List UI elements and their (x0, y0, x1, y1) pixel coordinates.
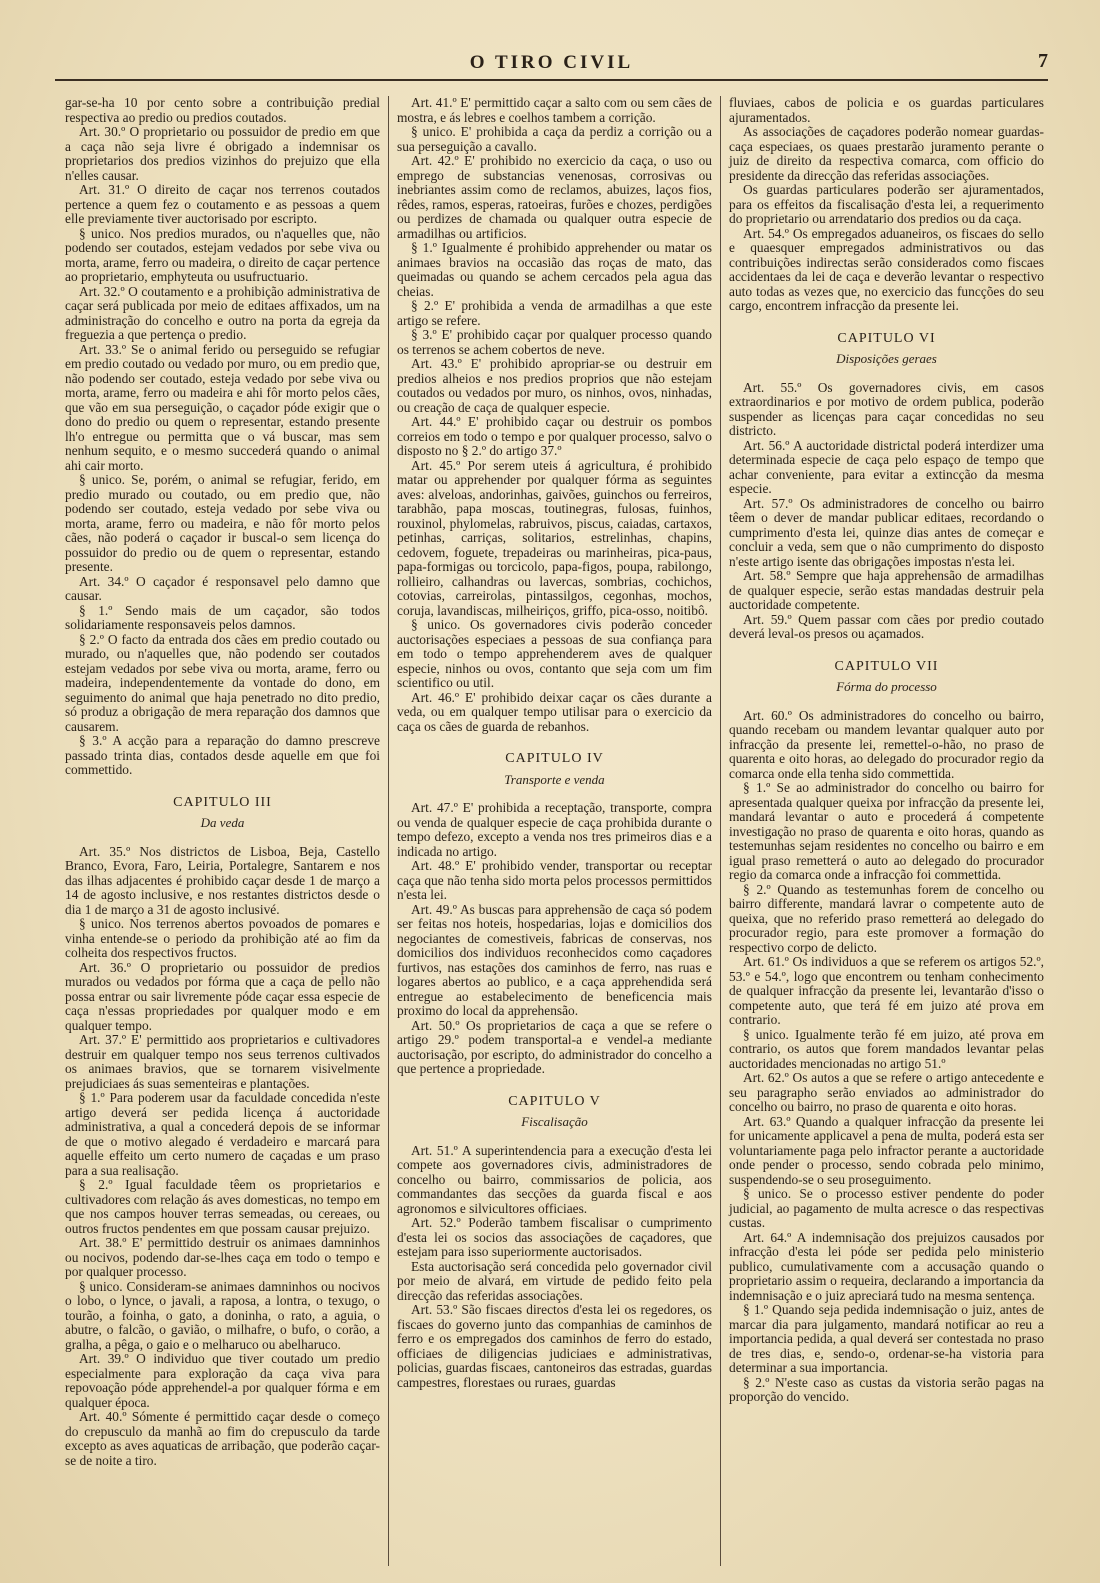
paragraph: § 2.º Igual faculdade têem os proprietarios e cultivadores com relação ás aves domesticas, no tempo em que nos campos houver terras semeadas, ou cereaes, ou outros fructos pendentes em que possam causar prejuizo. (65, 1177, 380, 1236)
paragraph: Art. 51.º A superintendencia para a execução d'esta lei compete aos governadores civis, administradores de concelho ou bairro, commissarios de policia, aos commandantes das secções da guarda fiscal e aos agronomos e silvicultores officiaes. (397, 1142, 712, 1216)
paragraph: § unico. Se o processo estiver pendente do poder judicial, ao pagamento de multa acresce o das respectivas custas. (729, 1186, 1044, 1230)
paragraph: Art. 61.º Os individuos a que se referem os artigos 52.º, 53.º e 54.º, logo que encontrem ou tenham conhecimento de qualquer infracção da presente lei, levantarão d'isso o competente auto, que terá fé em juizo até prova em contrario. (729, 954, 1044, 1027)
paragraph: § 1.º Quando seja pedida indemnisação o juiz, antes de marcar dia para julgamento, mandará notificar ao reu a importancia pedida, a qual deverá ser contestada no praso de tres dias, e, sendo-o, ordenar-se-ha vistoria para determinar a sua importancia. (729, 1302, 1044, 1375)
paragraph: Art. 63.º Quando a qualquer infracção da presente lei for unicamente applicavel a pena de multa, poderá esta ser voluntariamente paga pelo infractor perante a auctoridade onde pender o processo, sendo cobrada pelo minimo, suspendendo-se o seu proseguimento. (729, 1113, 1044, 1187)
paragraph: § unico. Igualmente terão fé em juizo, até prova em contrario, os autos que forem mandados levantar pelas auctoridades mencionadas no artigo 51.º (729, 1026, 1044, 1071)
paragraph: § 2.º E' prohibida a venda de armadilhas a que este artigo se refere. (397, 298, 712, 328)
newspaper-title: O TIRO CIVIL (469, 52, 634, 73)
paragraph: Art. 60.º Os administradores do concelho ou bairro, quando recebam ou mandem levantar qualquer auto por infracção da presente lei, remettel-o-hão, no praso de quarenta e oito horas, ao delegado do procurador regio da comarca onde ella tenha sido commettida. (729, 707, 1044, 781)
paragraph: § 1.º Se ao administrador do concelho ou bairro for apresentada qualquer queixa por infracção da presente lei, mandará levantar o auto e procederá á competente investigação no praso de quarenta e oito horas, quando as testemunhas sejam residentes no concelho ou bairro e em igual praso remetterá o auto ao delegado do procurador regio da comarca onde a infracção foi commettida. (729, 780, 1044, 882)
paragraph: Art. 58.º Sempre que haja apprehensão de armadilhas de qualquer especie, serão estas mandadas destruir pela auctoridade competente. (729, 568, 1044, 612)
paragraph: Art. 49.º As buscas para apprehensão de caça só podem ser feitas nos hoteis, hospedarias, lojas e domicilios dos negociantes de comestiveis, fabricas de conservas, nos domicilios dos individuos reconhecidos como caçadores furtivos, nas estações dos caminhos de ferro, nas ruas e logares abertos ao publico, e a caça apprehendida será entregue ao estabelecimento de beneficencia mais proximo do local da apprehensão. (397, 901, 712, 1018)
chapter-subtitle: Da veda (200, 815, 245, 830)
paragraph: Art. 34.º O caçador é responsavel pelo damno que causar. (65, 573, 380, 603)
chapter-subtitle: Fiscalisação (521, 1114, 588, 1129)
paragraph: Esta auctorisação será concedida pelo governador civil por meio de alvará, em virtude de pedido feito pela direcção das referidas associações. (397, 1258, 712, 1303)
paragraph: § 2.º N'este caso as custas da vistoria serão pagas na proporção do vencido. (729, 1374, 1044, 1404)
paragraph: Art. 50.º Os proprietarios de caça a que se refere o artigo 29.º podem transportal-a e vendel-a mediante auctorisação, por escripto, do administrador do concelho a que pertence a propriedade. (397, 1017, 712, 1076)
paragraph: fluviaes, cabos de policia e os guardas particulares ajuramentados. (729, 96, 1044, 125)
paragraph: Art. 32.º O coutamento e a prohibição administrativa de caçar será publicada por meio de editaes affixados, um na administração do concelho e outro na porta da egreja da freguezia a que pertença o predio. (65, 283, 380, 342)
paragraph: Art. 46.º E' prohibido deixar caçar os cães durante a veda, ou em qualquer tempo utilisar para o exercicio da caça os cães de guarda de rebanhos. (397, 689, 712, 734)
paragraph: § unico. Consideram-se animaes damninhos ou nocivos o lobo, o lynce, o javali, a raposa, a lontra, o texugo, o tourão, a foinha, o gato, a doninha, o rato, a aguia, o abutre, o falcão, o gavião, o milhafre, o bufo, o corão, a gralha, a pêga, o gaio e o melharuco ou abelharuco. (65, 1278, 380, 1352)
paragraph: Art. 57.º Os administradores de concelho ou bairro têem o dever de mandar publicar editaes, recordando o cumprimento d'esta lei, quinze dias antes de começar e concluir a veda, sem que o não cumprimento do disposto n'este artigo isente das obrigações impostas n'esta lei. (729, 495, 1044, 569)
paragraph: Art. 30.º O proprietario ou possuidor de predio em que a caça não seja livre é obrigado a indemnisar os proprietarios dos predios vizinhos do prejuizo que ella n'elles causar. (65, 124, 380, 183)
chapter-subtitle: Fórma do processo (836, 679, 937, 694)
paragraph: Art. 35.º Nos districtos de Lisboa, Beja, Castello Branco, Evora, Faro, Leiria, Portalegre, Santarem e nos das ilhas adjacentes é prohibido caçar desde 1 de março a 14 de agosto inclusive, e nos restantes districtos desde o dia 1 de março a 31 de agosto inclusivé. (65, 843, 380, 917)
chapter-subtitle: Disposições geraes (836, 351, 937, 366)
paragraph: Art. 36.º O proprietario ou possuidor de predios murados ou vedados por fórma que a caça de pello não possa entrar ou sair livremente póde caçar essa especie de caça n'essas propriedades por qualquer modo e em qualquer tempo. (65, 959, 380, 1033)
paragraph: Art. 38.º E' permittido destruir os animaes damninhos ou nocivos, podendo dar-se-lhes caça em todo o tempo e por qualquer processo. (65, 1235, 380, 1279)
page-header (55, 50, 1048, 76)
paragraph: Art. 54.º Os empregados aduaneiros, os fiscaes do sello e quaesquer empregados administrativos ou das contribuições indirectas serão considerados como fiscaes accidentaes da lei de caça e deverão levantar o respectivo auto todas as vezes que, no exercicio das funcções do seu cargo, encontrem infracção da presente lei. (729, 225, 1044, 313)
paragraph: Art. 41.º E' permittido caçar a salto com ou sem cães de mostra, e ás lebres e coelhos tambem a corrição. (397, 96, 712, 125)
paragraph: Art. 33.º Se o animal ferido ou perseguido se refugiar em predio coutado ou vedado por muro, ou em predio que, não podendo ser coutado, esteja vedado por sebe viva ou morta, arame, ferro ou madeira e ahi fôr morto pelos cães, que vão em sua perseguição, o caçador póde exigir que o dono do predio ou quem o representar, estando presente lh'o entregue ou permitta que o vá buscar, mas sem nenhum sequito, e o mesmo succederá quando o animal ahi cair morto. (65, 341, 380, 473)
column-3 (720, 96, 1052, 1566)
paragraph: Art. 64.º A indemnisação dos prejuizos causados por infracção d'esta lei póde ser pedida pelo ministerio publico, cumulativamente com a accusação quando o proprietario assim o requeira, declarando a importancia da indemnisação e o juiz apreciará tudo na mesma sentença. (729, 1229, 1044, 1303)
paragraph: § unico. Nos terrenos abertos povoados de pomares e vinha entende-se o periodo da prohibição até ao fim da colheita dos respectivos fructos. (65, 916, 380, 960)
column-2 (388, 96, 720, 1566)
paragraph: Art. 62.º Os autos a que se refere o artigo antecedente e seu paragrapho serão enviados ao administrador do concelho ou bairro, no praso de quarenta e oito horas. (729, 1070, 1044, 1114)
paragraph: § 1.º Igualmente é prohibido apprehender ou matar os animaes bravios na occasião das roças de mato, das queimadas ou quando se achem cercados pela agua das cheias. (397, 240, 712, 299)
paragraph: Art. 52.º Poderão tambem fiscalisar o cumprimento d'esta lei os socios das associações de caçadores, que estejam para isso superiormente auctorisados. (397, 1215, 712, 1259)
paragraph: Art. 56.º A auctoridade districtal poderá interdizer uma determinada especie de caça pelo espaço de tempo que achar conveniente, para evitar a extincção da mesma especie. (729, 437, 1044, 496)
paragraph: Art. 59.º Quem passar com cães por predio coutado deverá leval-os presos ou açamados. (729, 611, 1044, 641)
paragraph: § unico. Os governadores civis poderão conceder auctorisações especiaes a pessoas de sua confiança para em todo o tempo apprehenderem aves de qualquer especie, ninhos ou ovos, contanto que seja com um fim scientifico ou util. (397, 617, 712, 690)
column-1 (57, 96, 388, 1566)
paragraph: § 1.º Para poderem usar da faculdade concedida n'este artigo deverá ser pedida licença á auctoridade administrativa, a qual a concederá depois de se informar de que o motivo alegado é verdadeiro e marcará para aquelle effeito um certo numero de caçadas e um praso para a sua realisação. (65, 1090, 380, 1178)
paragraph: § 2.º O facto da entrada dos cães em predio coutado ou murado, ou n'aquelles que, não podendo ser coutados estejam vedados por sebe viva ou morta, arame, ferro ou madeira, independentemente da vontade do dono, em seguimento do animal que haja penetrado no dito predio, só produz a obrigação de mera reparação dos damnos que causarem. (65, 631, 380, 734)
chapter-heading: CAPITULO V (508, 1093, 601, 1109)
chapter-heading: CAPITULO III (173, 794, 272, 810)
paragraph: § 3.º A acção para a reparação do damno prescreve passado trinta dias, contados desde aquelle em que foi commettido. (65, 733, 380, 777)
paragraph: Os guardas particulares poderão ser ajuramentados, para os effeitos da fiscalisação d'esta lei, a requerimento do proprietario ou arrendatario dos predios ou da caça. (729, 182, 1044, 226)
paragraph: As associações de caçadores poderão nomear guardas-caça especiaes, os quaes prestarão juramento perante o juiz de direito da respectiva comarca, com officio do presidente da direcção das referidas associações. (729, 124, 1044, 183)
chapter-subtitle: Transporte e venda (504, 771, 605, 787)
paragraph: Art. 43.º E' prohibido apropriar-se ou destruir em predios alheios e nos predios proprios que não estejam coutados ou vedados por muro, os ninhos, ovos, ninhadas, ou creação de caça de qualquer especie. (397, 356, 712, 415)
paragraph: § unico. Se, porém, o animal se refugiar, ferido, em predio murado ou coutado, ou em predio que, não podendo ser coutado, esteja vedado por sebe viva ou morta, arame, ferro ou madeira, e não fôr morto pelos cães, não poderá o caçador ir buscal-o sem licença do possuidor do predio ou de quem o representar, estando presente. (65, 472, 380, 574)
paragraph: Art. 37.º E' permittido aos proprietarios e cultivadores destruir em qualquer tempo nos seus terrenos cultivados os animaes bravios, que se tornarem visivelmente prejudiciaes ás suas sementeiras e plantações. (65, 1032, 380, 1091)
paragraph: Art. 31.º O direito de caçar nos terrenos coutados pertence a quem fez o coutamento e as pessoas a quem elle previamente tiver auctorisado por escripto. (65, 182, 380, 226)
paragraph: Art. 47.º E' prohibida a receptação, transporte, compra ou venda de qualquer especie de caça prohibida durante o tempo defezo, excepto a venda nos tres primeiros dias e a indicada no artigo. (397, 800, 712, 859)
paragraph: Art. 40.º Sómente é permittido caçar desde o começo do crepusculo da manhã ao fim do crepusculo da tarde excepto as aves aquaticas de arribação, que poderão caçar-se de noite a tiro. (65, 1409, 380, 1468)
paragraph: § unico. E' prohibida a caça da perdiz a corrição ou a sua perseguição a cavallo. (397, 124, 712, 154)
paragraph: Art. 48.º E' prohibido vender, transportar ou receptar caça que não tenha sido morta pelos processos permittidos n'esta lei. (397, 858, 712, 902)
paragraph: Art. 45.º Por serem uteis á agricultura, é prohibido matar ou apprehender por qualquer fórma as seguintes aves: alveloas, andorinhas, gaivões, guinchos ou ferreiros, tarabhão, papa moscas, toutinegras, fulosas, fuinhos, rouxinol, phylomelas, rabruivos, piscus, caiadas, cartaxos, petinhas, carriças, solitarios, estrelinhas, chapins, cedovem, foguete, trepadeiras ou marinheiras, pica-paus, papa-formigas ou torcicolo, papa-figos, poupa, rabilongo, rollieiro, calhandras ou lavercas, sombrias, cochichos, cotovias, carreirolas, pintassilgos, cegonhas, mochos, coruja, lavandiscas, milheiriços, griffo, pica-osso, noitibô. (397, 457, 712, 618)
paragraph: § 1.º Sendo mais de um caçador, são todos solidariamente responsaveis pelos damnos. (65, 602, 380, 632)
paragraph: § 3.º E' prohibido caçar por qualquer processo quando os terrenos se achem cobertos de neve. (397, 327, 712, 357)
article-columns (57, 96, 1052, 1566)
page-number: 7 (1038, 50, 1048, 72)
paragraph: § 2.º Quando as testemunhas forem de concelho ou bairro differente, mandará lavrar o competente auto de queixa, que no referido praso remetterá ao delegado do procurador regio, para este promover a formação do respectivo corpo de delicto. (729, 881, 1044, 955)
paragraph: Art. 55.º Os governadores civis, em casos extraordinarios e por motivo de ordem publica, poderão suspender as licenças para caçar concedidas no seu districto. (729, 379, 1044, 438)
paragraph: Art. 53.º São fiscaes directos d'esta lei os regedores, os fiscaes do governo junto das companhias de caminhos de ferro e os empregados dos caminhos de ferro do estado, officiaes de diligencias judiciaes e administrativas, policias, guardas fiscaes, cantoneiros das estradas, guardas campestres, florestaes ou ruraes, guardas (397, 1302, 712, 1390)
paragraph: Art. 42.º E' prohibido no exercicio da caça, o uso ou emprego de substancias venenosas, corrosivas ou inebriantes assim como de reclamos, abuizes, laços fios, rêdes, ramos, esperas, ratoeiras, furões e chozes, perdigões ou perdizes de chamada ou qualquer outra especie de armadilhas ou artificios. (397, 153, 712, 241)
paragraph: Art. 44.º E' prohibido caçar ou destruir os pombos correios em todo o tempo e por qualquer processo, salvo o disposto no § 2.º do artigo 37.º (397, 414, 712, 458)
chapter-heading: CAPITULO VI (837, 330, 936, 346)
paragraph: gar-se-ha 10 por cento sobre a contribuição predial respectiva ao predio ou predios coutados. (65, 96, 380, 125)
paragraph: § unico. Nos predios murados, ou n'aquelles que, não podendo ser coutados, estejam vedados por sebe viva ou morta, arame, ferro ou madeira, o direito de caçar pertence ao proprietario, emphyteuta ou usufructuario. (65, 225, 380, 284)
paragraph: Art. 39.º O individuo que tiver coutado um predio especialmente para exploração da caça viva para repovoação póde apprehendel-a por qualquer fórma e em qualquer época. (65, 1351, 380, 1410)
header-rule (55, 79, 1048, 81)
chapter-heading: CAPITULO IV (505, 751, 604, 766)
chapter-heading: CAPITULO VII (834, 658, 939, 674)
